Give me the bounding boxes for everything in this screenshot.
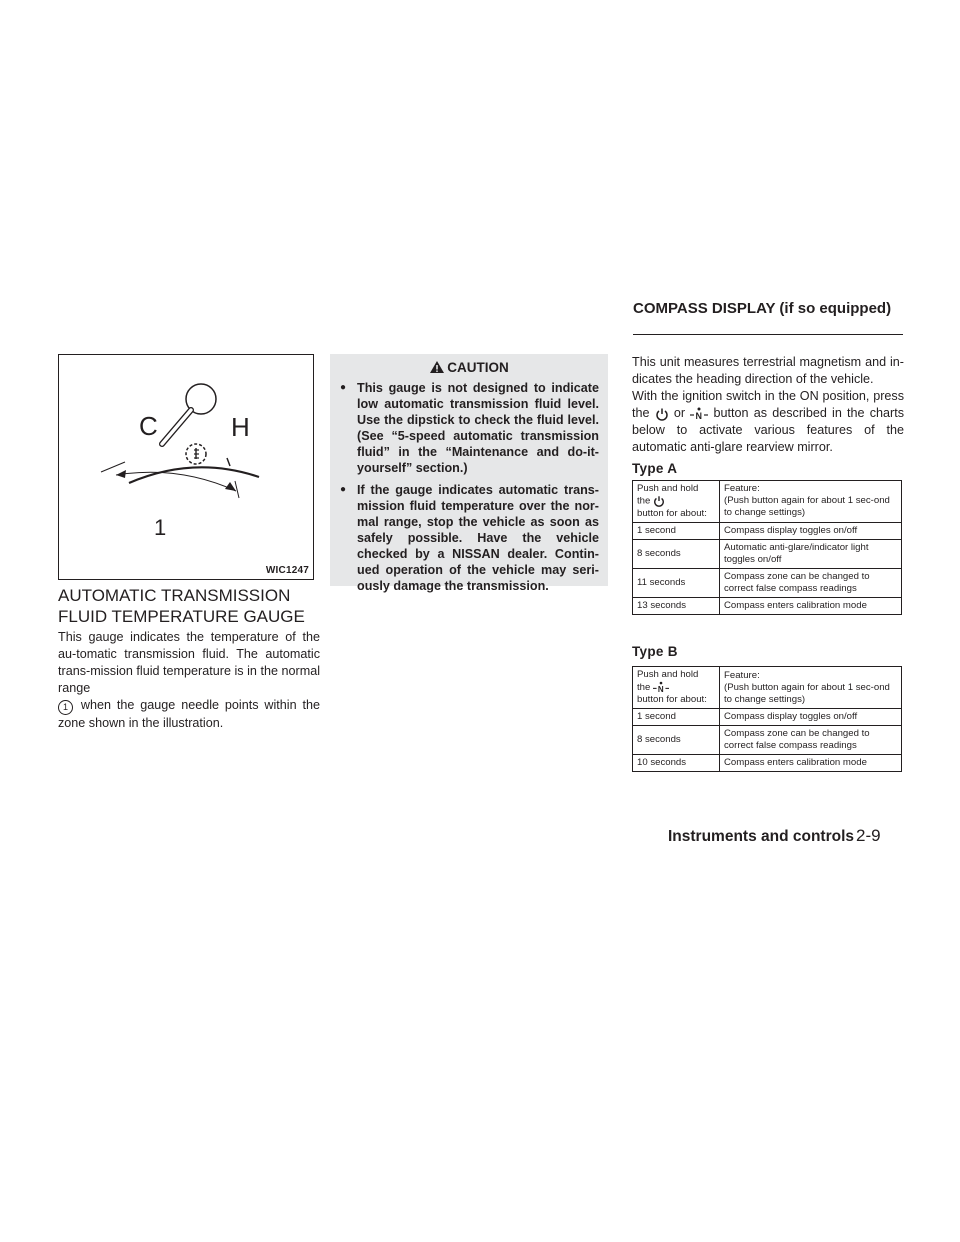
gauge-description-end: when the gauge needle points within the zone shown in the illustration.: [58, 698, 320, 730]
time-cell: 8 seconds: [633, 539, 720, 568]
table-row: [633, 709, 902, 726]
footer-section-name: Instruments and controls: [668, 828, 855, 845]
feature-cell: Automatic anti-glare/indicator light toggles on/off: [720, 539, 902, 568]
gauge-callout-1: 1: [154, 515, 167, 540]
compass-intro: This unit measures terrestrial magnetism and in-dicates the heading direction of the vehicle.: [632, 355, 904, 386]
header-text: Push and hold: [637, 669, 699, 680]
type-b-feature-table: [632, 666, 902, 772]
power-button-icon: [653, 495, 665, 507]
caution-box: [330, 354, 608, 593]
table-header-row: [633, 481, 902, 523]
caution-heading: [330, 360, 608, 375]
table-header-cell: [633, 667, 720, 709]
svg-text:N: N: [695, 410, 703, 421]
header-text: button for about:: [637, 507, 707, 519]
figure-code: WIC1247: [265, 565, 309, 576]
table-row: [633, 539, 902, 568]
table-header-cell: [633, 481, 720, 523]
table-row: [633, 597, 902, 614]
header-divider: [633, 334, 903, 335]
table-row: [633, 726, 902, 755]
feature-cell: Compass zone can be changed to correct false compass readings: [720, 568, 902, 597]
table-row: [633, 522, 902, 539]
gauge-tick: [227, 458, 230, 466]
warning-triangle-icon: [429, 360, 445, 374]
section-title: AUTOMATIC TRANSMISSION FLUID TEMPERATURE GAUGE: [58, 586, 305, 626]
gauge-description: [58, 629, 320, 732]
gauge-cold-label: C: [139, 411, 158, 441]
caution-list: [340, 380, 599, 600]
time-cell: 13 seconds: [633, 597, 720, 614]
gauge-hot-label: H: [231, 412, 250, 442]
header-text: the: [637, 682, 651, 694]
compass-instructions: [632, 388, 904, 456]
time-cell: 10 seconds: [633, 755, 720, 772]
header-text: button for about:: [637, 694, 707, 706]
header-text: Feature:: [724, 483, 760, 495]
time-cell: 8 seconds: [633, 726, 720, 755]
feature-cell: Compass zone can be changed to correct false compass readings: [720, 726, 902, 755]
caution-label: CAUTION: [447, 360, 509, 375]
time-cell: 11 seconds: [633, 568, 720, 597]
header-text: the: [637, 495, 651, 507]
instructions-end: button as described in the charts below to activate various features of the automatic anti-glare rearview mirror.: [632, 406, 905, 454]
type-a-feature-table: [632, 480, 902, 615]
svg-text:N: N: [657, 684, 664, 694]
table-row: [633, 568, 902, 597]
compass-n-button-icon: [690, 407, 708, 421]
header-text: (Push button again for about 1 sec-ond to change settings): [724, 681, 890, 705]
gauge-scale-arc: [129, 467, 259, 483]
feature-cell: Compass enters calibration mode: [720, 755, 902, 772]
instructions-start: With the ignition switch in the ON position, press the: [632, 389, 904, 420]
gauge-description-start: This gauge indicates the temperature of the au-tomatic transmission fluid. The automatic trans-mission fluid temperature is in the normal range: [58, 630, 320, 695]
transmission-temperature-icon: [186, 444, 206, 464]
table-header-cell: [720, 667, 902, 709]
feature-cell: Compass display toggles on/off: [720, 709, 902, 726]
power-button-icon: [655, 407, 669, 421]
page-header-title: COMPASS DISPLAY (if so equipped): [633, 300, 892, 317]
caution-item: ● This gauge is not designed to indicate low automatic transmission fluid level. Use the dipstick to check the fluid level. (See “5-speed automatic transmission fluid” in the “Maintenance and do-it-yourself” section.): [340, 380, 599, 476]
header-text: Push and hold: [637, 483, 699, 494]
time-cell: 1 second: [633, 709, 720, 726]
header-text: Feature:: [724, 669, 760, 681]
table-header-cell: [720, 481, 902, 523]
type-a-heading: Type A: [632, 461, 678, 476]
feature-cell: Compass display toggles on/off: [720, 522, 902, 539]
table-row: [633, 755, 902, 772]
type-b-heading: Type B: [632, 644, 678, 659]
gauge-illustration: [58, 354, 314, 580]
temperature-gauge-drawing: [59, 355, 315, 581]
callout-number-badge: 1: [58, 700, 73, 715]
instructions-or: or: [673, 406, 686, 420]
feature-cell: Compass enters calibration mode: [720, 597, 902, 614]
caution-item: ● If the gauge indicates automatic trans-mission fluid temperature over the nor-mal range, stop the vehicle as soon as safely possible. Have the vehicle checked by a NISSAN dealer. Contin-ued operation of the vehicle may seri-ously damage the transmission.: [340, 482, 599, 594]
compass-n-button-icon: [653, 681, 669, 694]
header-text: (Push button again for about 1 sec-ond to change settings): [724, 495, 890, 519]
page-number: 2-9: [856, 826, 881, 845]
time-cell: 1 second: [633, 522, 720, 539]
table-header-row: [633, 667, 902, 709]
